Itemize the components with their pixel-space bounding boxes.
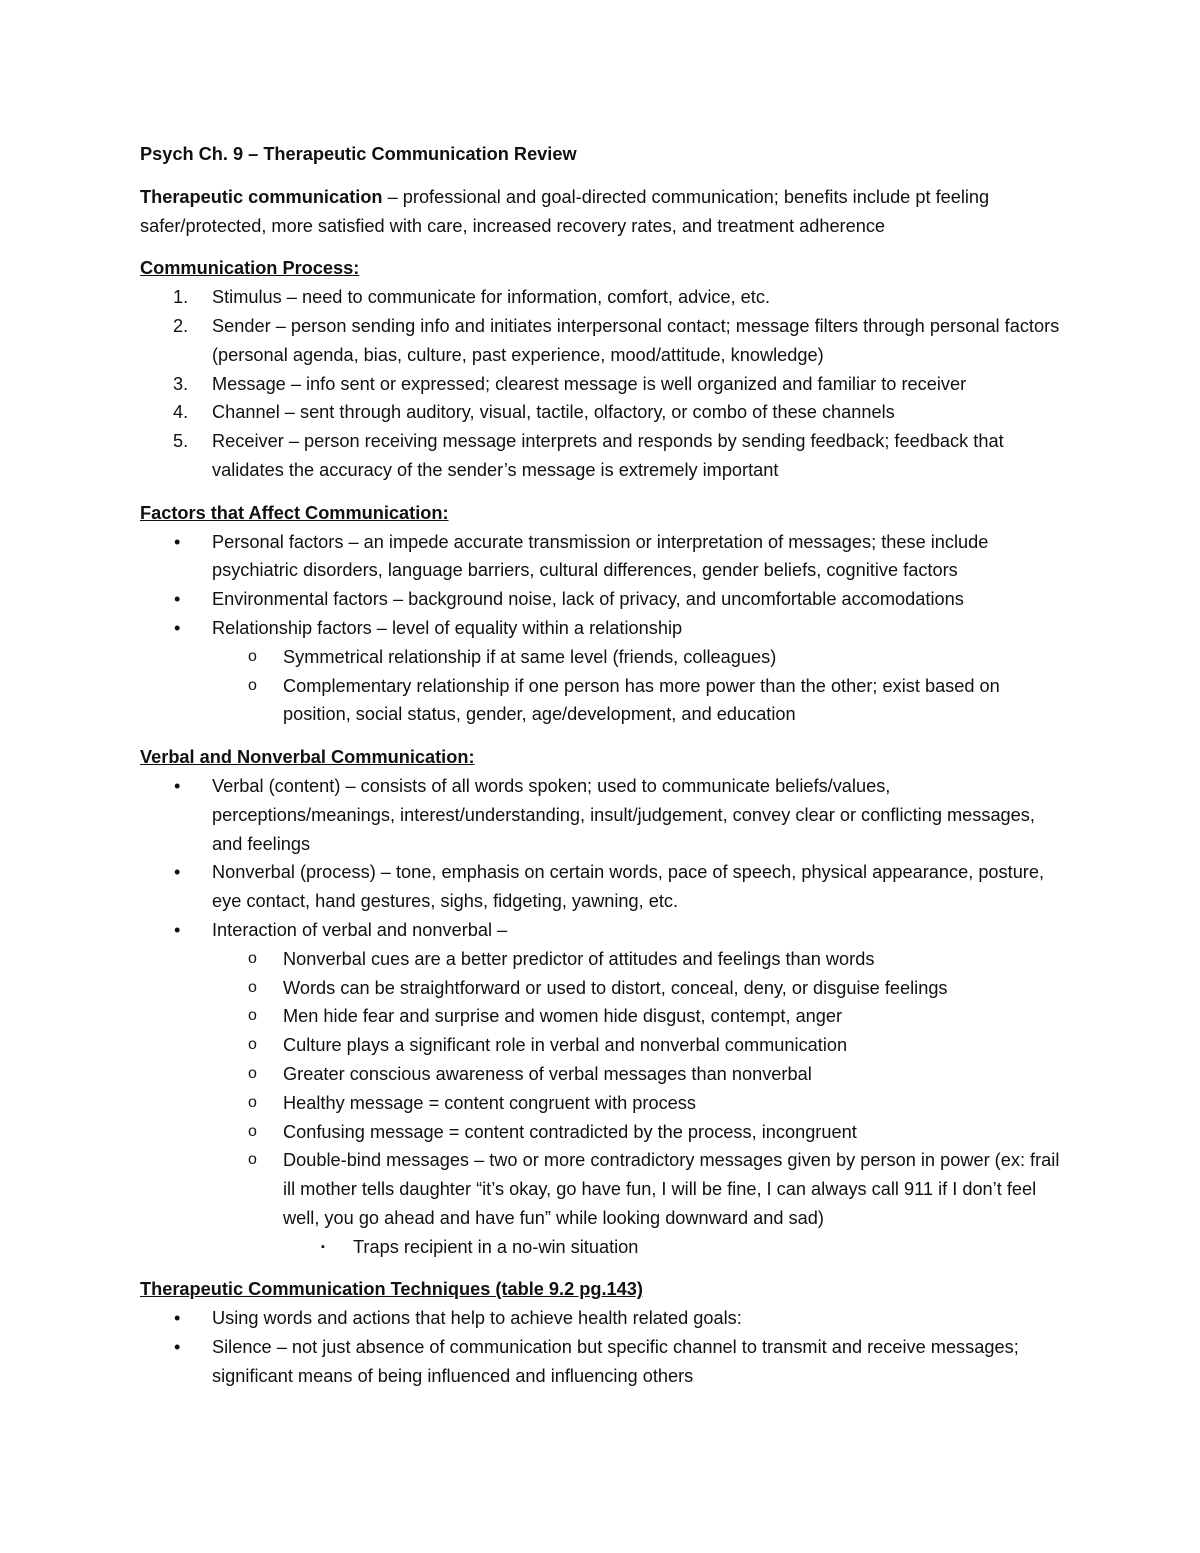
sub-list-item-text: Men hide fear and surprise and women hide disgust, contempt, anger (283, 1006, 843, 1027)
circle-bullet-icon: o (248, 1007, 257, 1025)
intro-term: Therapeutic communication (140, 186, 383, 207)
sub-list-item (140, 945, 1070, 974)
sub-list-item (140, 1031, 1070, 1060)
techniques-list (140, 1304, 1070, 1390)
sub-sub-list (283, 1233, 1070, 1262)
section-heading-verbal: Verbal and Nonverbal Communication: (140, 747, 475, 768)
document-title: Psych Ch. 9 – Therapeutic Communication Review (140, 144, 577, 164)
intro-paragraph (140, 183, 1070, 241)
section-heading-techniques: Therapeutic Communication Techniques (table 9.2 pg.143) (140, 1279, 643, 1300)
list-item (140, 772, 1070, 858)
sub-list-item-text: Healthy message = content congruent with process (283, 1092, 696, 1113)
list-item-text: Using words and actions that help to achieve health related goals: (212, 1308, 742, 1329)
list-item-text: Silence – not just absence of communication but specific channel to transmit and receive messages; significant means of being influenced and influencing others (212, 1337, 1019, 1386)
sub-list (212, 643, 1070, 729)
list-item (140, 312, 1070, 370)
intro-text: – professional and goal-directed communication; benefits include pt feeling safer/protected, more satisfied with care, increased recovery rates, and treatment adherence (140, 186, 990, 236)
circle-bullet-icon: o (248, 949, 257, 967)
sub-list-item (140, 1118, 1070, 1147)
list-item-text: Message – info sent or expressed; clearest message is well organized and familiar to receiver (212, 373, 967, 394)
list-item-text: Environmental factors – background noise, lack of privacy, and uncomfortable accomodations (212, 589, 964, 610)
sub-list-item (140, 1146, 1070, 1261)
list-number: 3. (173, 373, 189, 394)
list-item-text: Nonverbal (process) – tone, emphasis on certain words, pace of speech, physical appearance, posture, eye contact, hand gestures, sighs, fidgeting, yawning, etc. (212, 862, 1045, 912)
document-page (140, 140, 1070, 1405)
list-item (140, 283, 1070, 312)
list-item (140, 1333, 1070, 1391)
circle-bullet-icon: o (248, 676, 257, 694)
list-item (140, 585, 1070, 614)
list-item-text: Relationship factors – level of equality within a relationship (212, 617, 683, 638)
circle-bullet-icon: o (248, 1151, 257, 1169)
sub-list-item-text: Greater conscious awareness of verbal messages than nonverbal (283, 1063, 812, 1084)
verbal-list (140, 772, 1070, 1262)
list-item (140, 528, 1070, 586)
sub-list-item-text: Symmetrical relationship if at same level (friends, colleagues) (283, 646, 777, 667)
sub-list-item-text: Words can be straightforward or used to distort, conceal, deny, or disguise feelings (283, 977, 948, 998)
sub-list-item (140, 974, 1070, 1003)
sub-list-item (140, 643, 1070, 672)
bullet-icon: • (174, 617, 181, 638)
list-item (140, 427, 1070, 485)
section-heading-factors: Factors that Affect Communication: (140, 502, 449, 523)
sub-list-item (140, 672, 1070, 730)
list-item (140, 916, 1070, 1262)
sub-list (212, 945, 1070, 1262)
list-number: 5. (173, 431, 189, 452)
list-number: 1. (173, 287, 189, 308)
list-item-text: Channel – sent through auditory, visual, tactile, olfactory, or combo of these channels (212, 402, 895, 423)
sub-list-item (140, 1002, 1070, 1031)
list-item (140, 614, 1070, 729)
circle-bullet-icon: o (248, 1122, 257, 1140)
list-item-text: Sender – person sending info and initiates interpersonal contact; message filters through personal factors (personal agenda, bias, culture, past experience, mood/attitude, knowledge) (212, 315, 1060, 365)
bullet-icon: • (174, 775, 181, 796)
bullet-icon: • (174, 1337, 181, 1358)
list-item-text: Receiver – person receiving message interprets and responds by sending feedback; feedback that validates the accuracy of the sender’s message is extremely important (212, 431, 1004, 480)
sub-list-item (140, 1060, 1070, 1089)
sub-sub-list-item (140, 1233, 1070, 1262)
bullet-icon: • (174, 531, 181, 552)
circle-bullet-icon: o (248, 978, 257, 996)
circle-bullet-icon: o (248, 1064, 257, 1082)
square-bullet-icon: ▪ (321, 1240, 325, 1253)
circle-bullet-icon: o (248, 1036, 257, 1054)
circle-bullet-icon: o (248, 647, 257, 665)
bullet-icon: • (174, 589, 181, 610)
factors-list (140, 528, 1070, 730)
list-item-text: Personal factors – an impede accurate transmission or interpretation of messages; these include psychiatric disorders, language barriers, cultural differences, gender beliefs, cognitive factors (212, 531, 989, 581)
list-item (140, 370, 1070, 399)
bullet-icon: • (174, 919, 181, 940)
list-item (140, 398, 1070, 427)
sub-list-item-text: Double-bind messages – two or more contradictory messages given by person in power (ex: frail ill mother tells daughter “it’s okay, go have fun, I will be fine, I can always call 911 if I don’t feel well, you go ahead and have fun” while looking downward and sad) (283, 1150, 1060, 1228)
bullet-icon: • (174, 1308, 181, 1329)
list-item (140, 1304, 1070, 1333)
sub-sub-list-item-text: Traps recipient in a no-win situation (353, 1236, 639, 1257)
sub-list-item-text: Confusing message = content contradicted by the process, incongruent (283, 1121, 857, 1142)
section-heading-process: Communication Process: (140, 258, 360, 279)
list-item-text: Interaction of verbal and nonverbal – (212, 919, 508, 940)
list-item-text: Stimulus – need to communicate for information, comfort, advice, etc. (212, 287, 770, 308)
bullet-icon: • (174, 862, 181, 883)
sub-list-item (140, 1089, 1070, 1118)
circle-bullet-icon: o (248, 1093, 257, 1111)
sub-list-item-text: Nonverbal cues are a better predictor of attitudes and feelings than words (283, 948, 875, 969)
sub-list-item-text: Culture plays a significant role in verbal and nonverbal communication (283, 1035, 848, 1056)
list-item-text: Verbal (content) – consists of all words spoken; used to communicate beliefs/values, perceptions/meanings, interest/understanding, insult/judgement, convey clear or conflicting messages, and feelings (212, 775, 1035, 854)
sub-list-item-text: Complementary relationship if one person has more power than the other; exist based on position, social status, gender, age/development, and education (283, 675, 1000, 725)
list-number: 4. (173, 402, 189, 423)
process-list (140, 283, 1070, 485)
list-number: 2. (173, 315, 189, 336)
list-item (140, 858, 1070, 916)
